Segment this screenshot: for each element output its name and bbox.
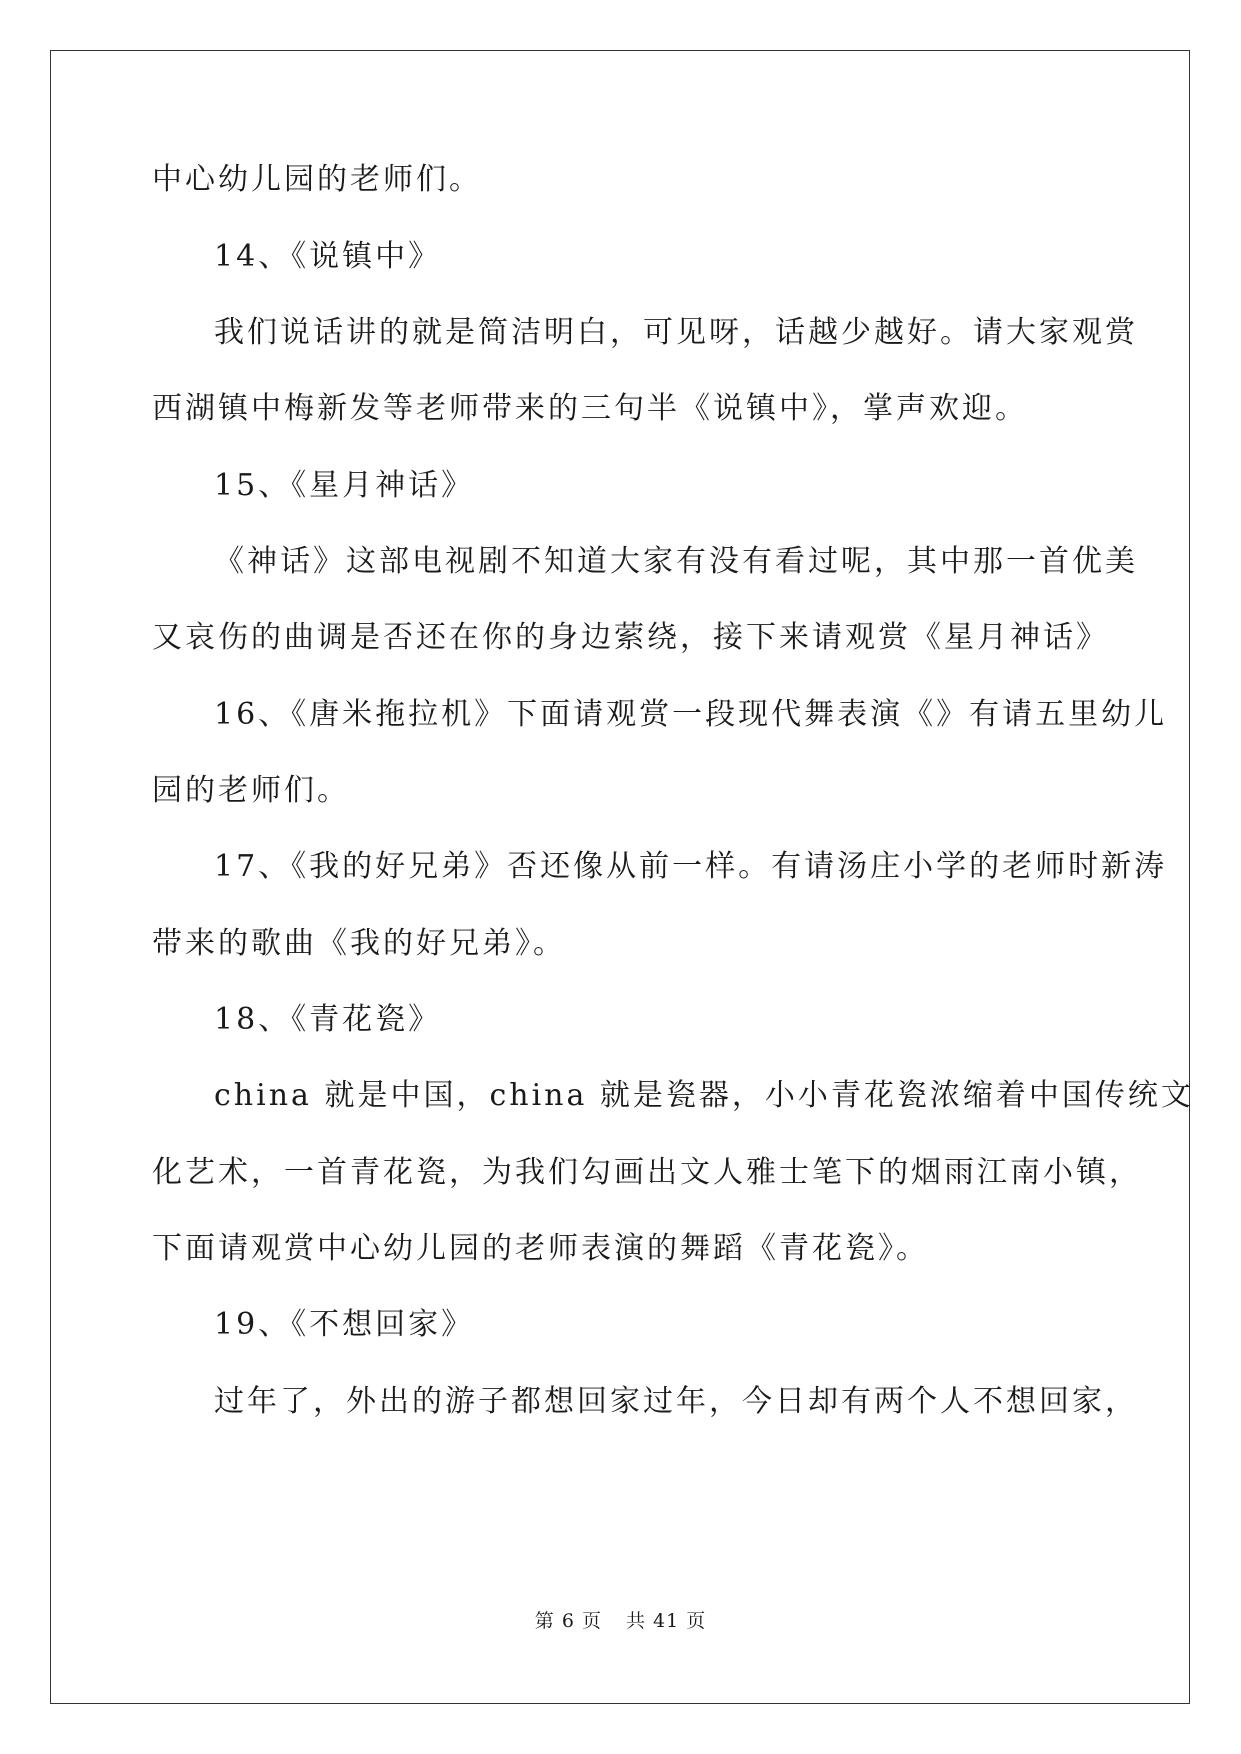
- page-number: 第 6 页: [534, 1610, 602, 1632]
- paragraph-line: 16、《唐米拖拉机》下面请观赏一段现代舞表演《》有请五里幼儿: [214, 697, 1168, 732]
- section-heading: 18、《青花瓷》: [214, 1002, 442, 1037]
- paragraph-line: 化艺术，一首青花瓷，为我们勾画出文人雅士笔下的烟雨江南小镇，: [152, 1155, 1142, 1190]
- paragraph-line: 过年了，外出的游子都想回家过年，今日却有两个人不想回家，: [214, 1384, 1138, 1419]
- section-heading: 15、《星月神话》: [214, 468, 475, 503]
- text-line: 中心幼儿园的老师们。: [152, 162, 482, 197]
- paragraph-line: 园的老师们。: [152, 773, 350, 808]
- paragraph-line: 西湖镇中梅新发等老师带来的三句半《说镇中》，掌声欢迎。: [152, 391, 1028, 426]
- paragraph-line: 又哀伤的曲调是否还在你的身边萦绕，接下来请观赏《星月神话》: [152, 620, 1109, 655]
- paragraph-line: 《神话》这部电视剧不知道大家有没有看过呢，其中那一首优美: [214, 544, 1138, 579]
- section-heading: 14、《说镇中》: [214, 239, 442, 274]
- page-footer: [0, 1606, 1241, 1633]
- paragraph-line: 下面请观赏中心幼儿园的老师表演的舞蹈《青花瓷》。: [152, 1231, 929, 1266]
- paragraph-line: 17、《我的好兄弟》否还像从前一样。有请汤庄小学的老师时新涛: [214, 849, 1168, 884]
- paragraph-line: china 就是中国，china 就是瓷器，小小青花瓷浓缩着中国传统文: [214, 1078, 1194, 1113]
- paragraph-line: 带来的歌曲《我的好兄弟》。: [152, 926, 566, 961]
- section-heading: 19、《不想回家》: [214, 1307, 475, 1342]
- paragraph-line: 我们说话讲的就是简洁明白，可见呀，话越少越好。请大家观赏: [214, 315, 1138, 350]
- total-pages: 共 41 页: [625, 1610, 707, 1632]
